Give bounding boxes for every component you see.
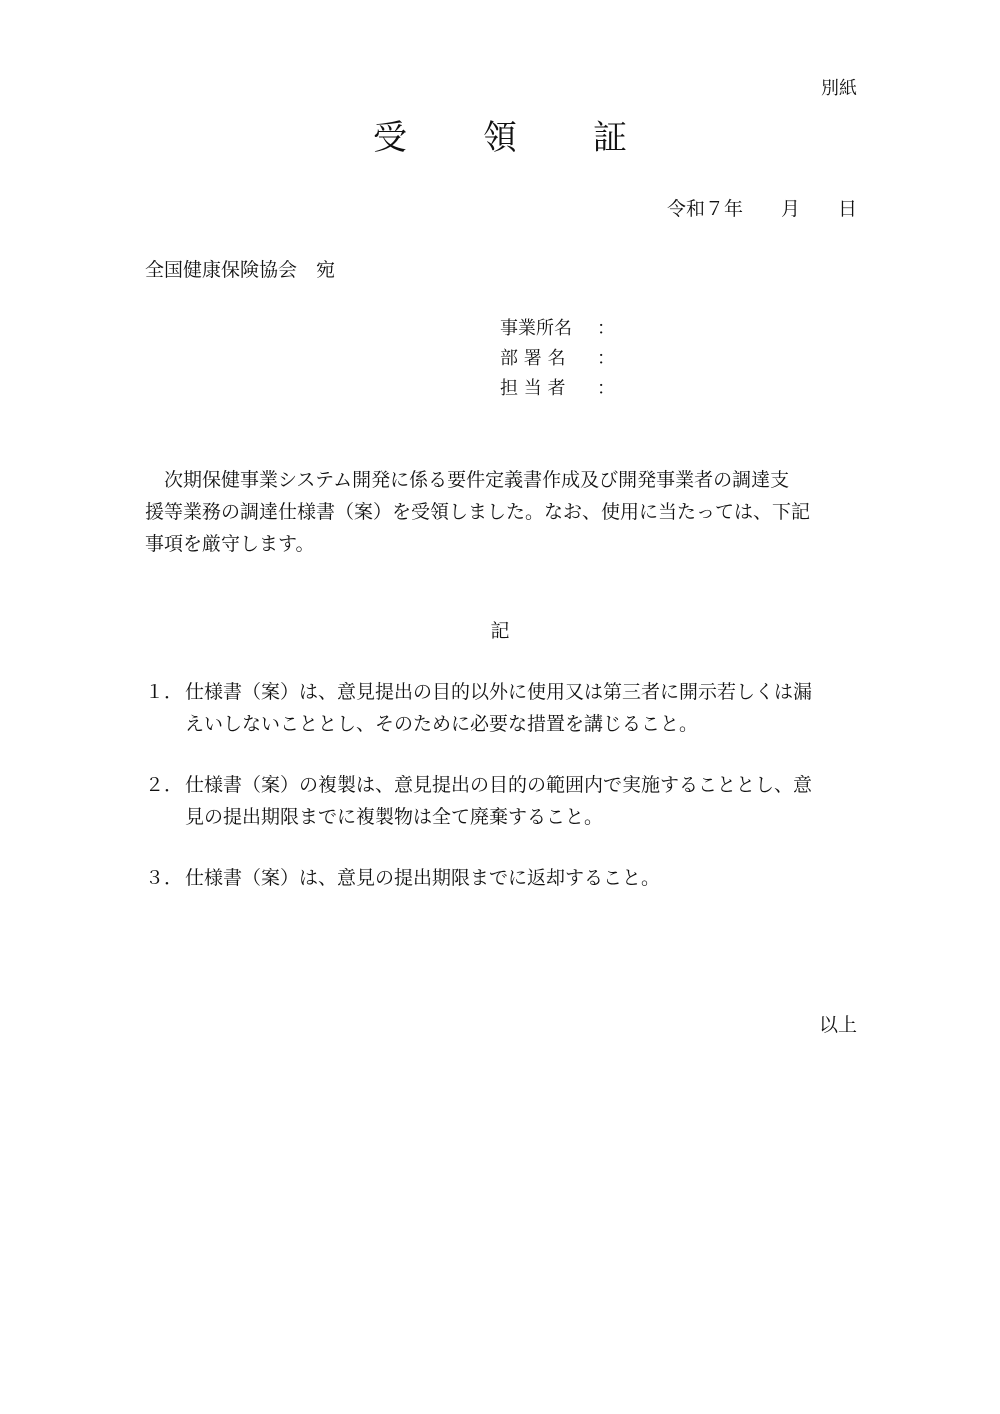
title-char-3: 証 bbox=[593, 118, 627, 158]
item-line: えいしないこととし、そのために必要な措置を講じること。 bbox=[185, 713, 699, 735]
list-item bbox=[145, 676, 857, 740]
intro-line: 援等業務の調達仕様書（案）を受領しました。なお、使用に当たっては、下記 bbox=[145, 501, 811, 523]
list-item bbox=[145, 862, 857, 894]
sender-colon: ： bbox=[597, 348, 615, 369]
sender-colon: ： bbox=[597, 318, 615, 339]
item-line: 見の提出期限までに複製物は全て廃棄すること。 bbox=[185, 806, 604, 828]
addressee: 全国健康保険協会 宛 bbox=[145, 259, 336, 281]
title-char-2: 領 bbox=[483, 118, 517, 158]
sender-row-department bbox=[500, 344, 616, 374]
closing-mark: 以上 bbox=[818, 1014, 857, 1036]
sender-label: 担 当 者 bbox=[500, 378, 566, 399]
intro-line: 次期保健事業システム開発に係る要件定義書作成及び開発事業者の調達支 bbox=[145, 469, 790, 491]
item-number: ３． bbox=[145, 867, 184, 889]
item-line: 仕様書（案）は、意見の提出期限までに返却すること。 bbox=[185, 867, 661, 889]
date-month: 月 bbox=[780, 198, 800, 220]
list-item bbox=[145, 769, 857, 833]
sender-block bbox=[500, 314, 616, 404]
date-era-year: 令和７年 bbox=[666, 198, 743, 220]
item-number: ２． bbox=[145, 774, 184, 796]
sender-label: 部 署 名 bbox=[500, 348, 566, 369]
intro-paragraph bbox=[145, 464, 857, 560]
sender-colon: ： bbox=[597, 378, 615, 399]
item-number: １． bbox=[145, 681, 184, 703]
sender-row-person bbox=[500, 374, 616, 404]
date-line bbox=[667, 194, 857, 221]
document-title bbox=[0, 110, 1000, 159]
sender-row-office bbox=[500, 314, 616, 344]
item-text bbox=[185, 769, 857, 833]
intro-line: 事項を厳守します。 bbox=[145, 533, 315, 555]
item-line: 仕様書（案）は、意見提出の目的以外に使用又は第三者に開示若しくは漏 bbox=[185, 681, 813, 703]
attachment-label: 別紙 bbox=[821, 78, 857, 99]
item-line: 仕様書（案）の複製は、意見提出の目的の範囲内で実施することとし、意 bbox=[185, 774, 813, 796]
ki-heading: 記 bbox=[490, 620, 510, 642]
items-list bbox=[145, 676, 857, 923]
title-char-1: 受 bbox=[373, 118, 407, 158]
sender-label: 事業所名 bbox=[500, 318, 572, 339]
item-text bbox=[185, 862, 857, 894]
item-text bbox=[185, 676, 857, 740]
date-day: 日 bbox=[837, 198, 857, 220]
